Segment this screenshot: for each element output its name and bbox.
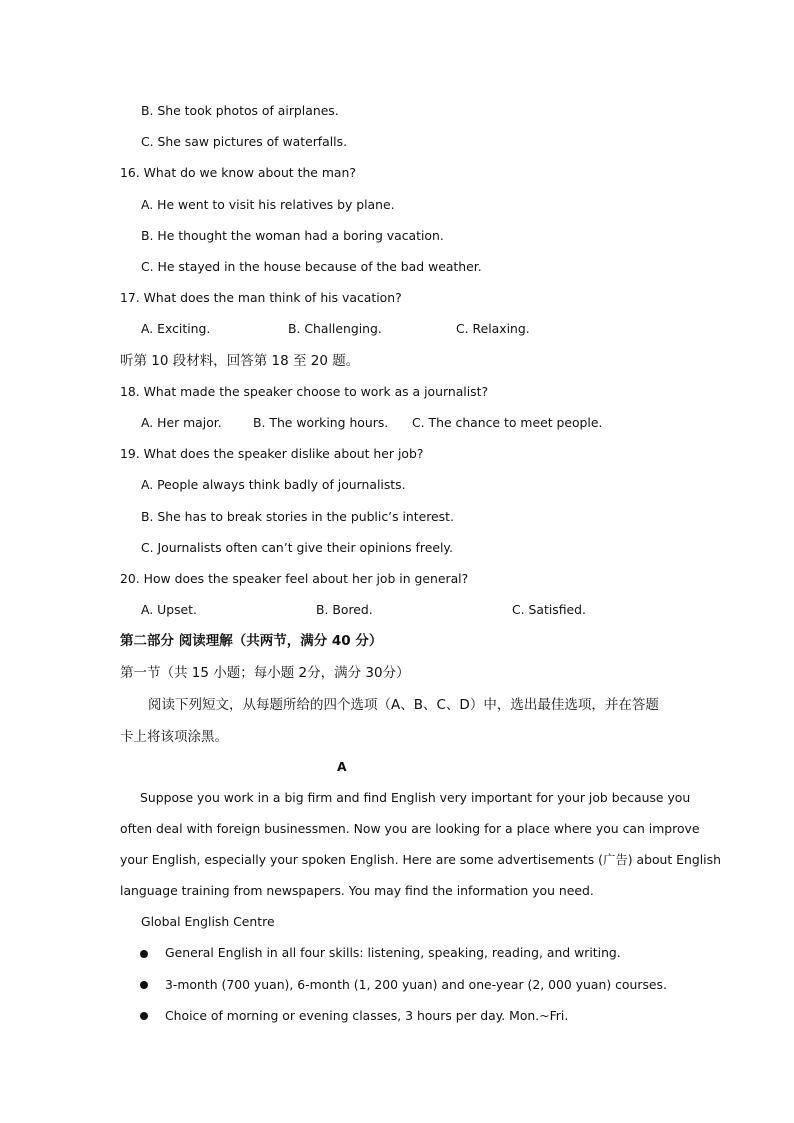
q17-question: 17. What does the man think of his vacation?	[120, 290, 402, 305]
q20-question: 20. How does the speaker feel about her job in general?	[120, 571, 469, 586]
reading-instructions-line2: 卡上将该项涂黑。	[120, 729, 228, 745]
bullet-item-3: Choice of morning or evening classes, 3 hours per day. Mon.~Fri.	[165, 1008, 569, 1023]
passage-line-1: Suppose you work in a big firm and find English very important for your job because you	[140, 790, 691, 805]
q17-option-a: A. Exciting.	[141, 321, 211, 336]
q19-option-a: A. People always think badly of journalists.	[141, 477, 406, 492]
passage-line-4: language training from newspapers. You may find the information you need.	[120, 883, 594, 898]
q18-option-b: B. The working hours.	[253, 415, 389, 430]
ad-title: Global English Centre	[141, 914, 275, 929]
q17-option-b: B. Challenging.	[288, 321, 382, 336]
bullet-item-2: 3-month (700 yuan), 6-month (1, 200 yuan) and one-year (2, 000 yuan) courses.	[165, 977, 667, 992]
q17-option-c: C. Relaxing.	[456, 321, 530, 336]
q16-option-b: B. He thought the woman had a boring vacation.	[141, 228, 444, 243]
bullet-item-1: General English in all four skills: listening, speaking, reading, and writing.	[165, 945, 621, 960]
section1-heading: 第一节（共 15 小题；每小题 2分，满分 30分）	[120, 665, 410, 681]
q16-question: 16. What do we know about the man?	[120, 165, 356, 180]
q20-option-b: B. Bored.	[316, 602, 373, 617]
q18-option-c: C. The chance to meet people.	[412, 415, 603, 430]
q16-option-c: C. He stayed in the house because of the bad weather.	[141, 259, 482, 274]
q20-option-a: A. Upset.	[141, 602, 197, 617]
listen-10-instruction: 听第 10 段材料，回答第 18 至 20 题。	[120, 353, 360, 369]
q18-option-a: A. Her major.	[141, 415, 222, 430]
passage-line-2: often deal with foreign businessmen. Now you are looking for a place where you can improve	[120, 821, 700, 836]
q20-option-c: C. Satisfied.	[512, 602, 586, 617]
q15-option-b: B. She took photos of airplanes.	[141, 103, 339, 118]
q19-option-b: B. She has to break stories in the public’s interest.	[141, 509, 454, 524]
bullet-icon	[140, 950, 148, 958]
bullet-icon	[140, 981, 148, 989]
q16-option-a: A. He went to visit his relatives by plane.	[141, 197, 395, 212]
q15-option-c: C. She saw pictures of waterfalls.	[141, 134, 348, 149]
q19-option-c: C. Journalists often can’t give their opinions freely.	[141, 540, 453, 555]
part2-title: 第二部分 阅读理解（共两节，满分 40 分）	[120, 633, 383, 649]
passage-label: A	[337, 759, 347, 774]
reading-instructions-line1: 阅读下列短文，从每题所给的四个选项（A、B、C、D）中，选出最佳选项，并在答题	[148, 697, 659, 713]
q18-question: 18. What made the speaker choose to work as a journalist?	[120, 384, 489, 399]
bullet-icon	[140, 1012, 148, 1020]
q19-question: 19. What does the speaker dislike about her job?	[120, 446, 424, 461]
passage-line-3: your English, especially your spoken English. Here are some advertisements (广告) about English	[120, 852, 721, 867]
